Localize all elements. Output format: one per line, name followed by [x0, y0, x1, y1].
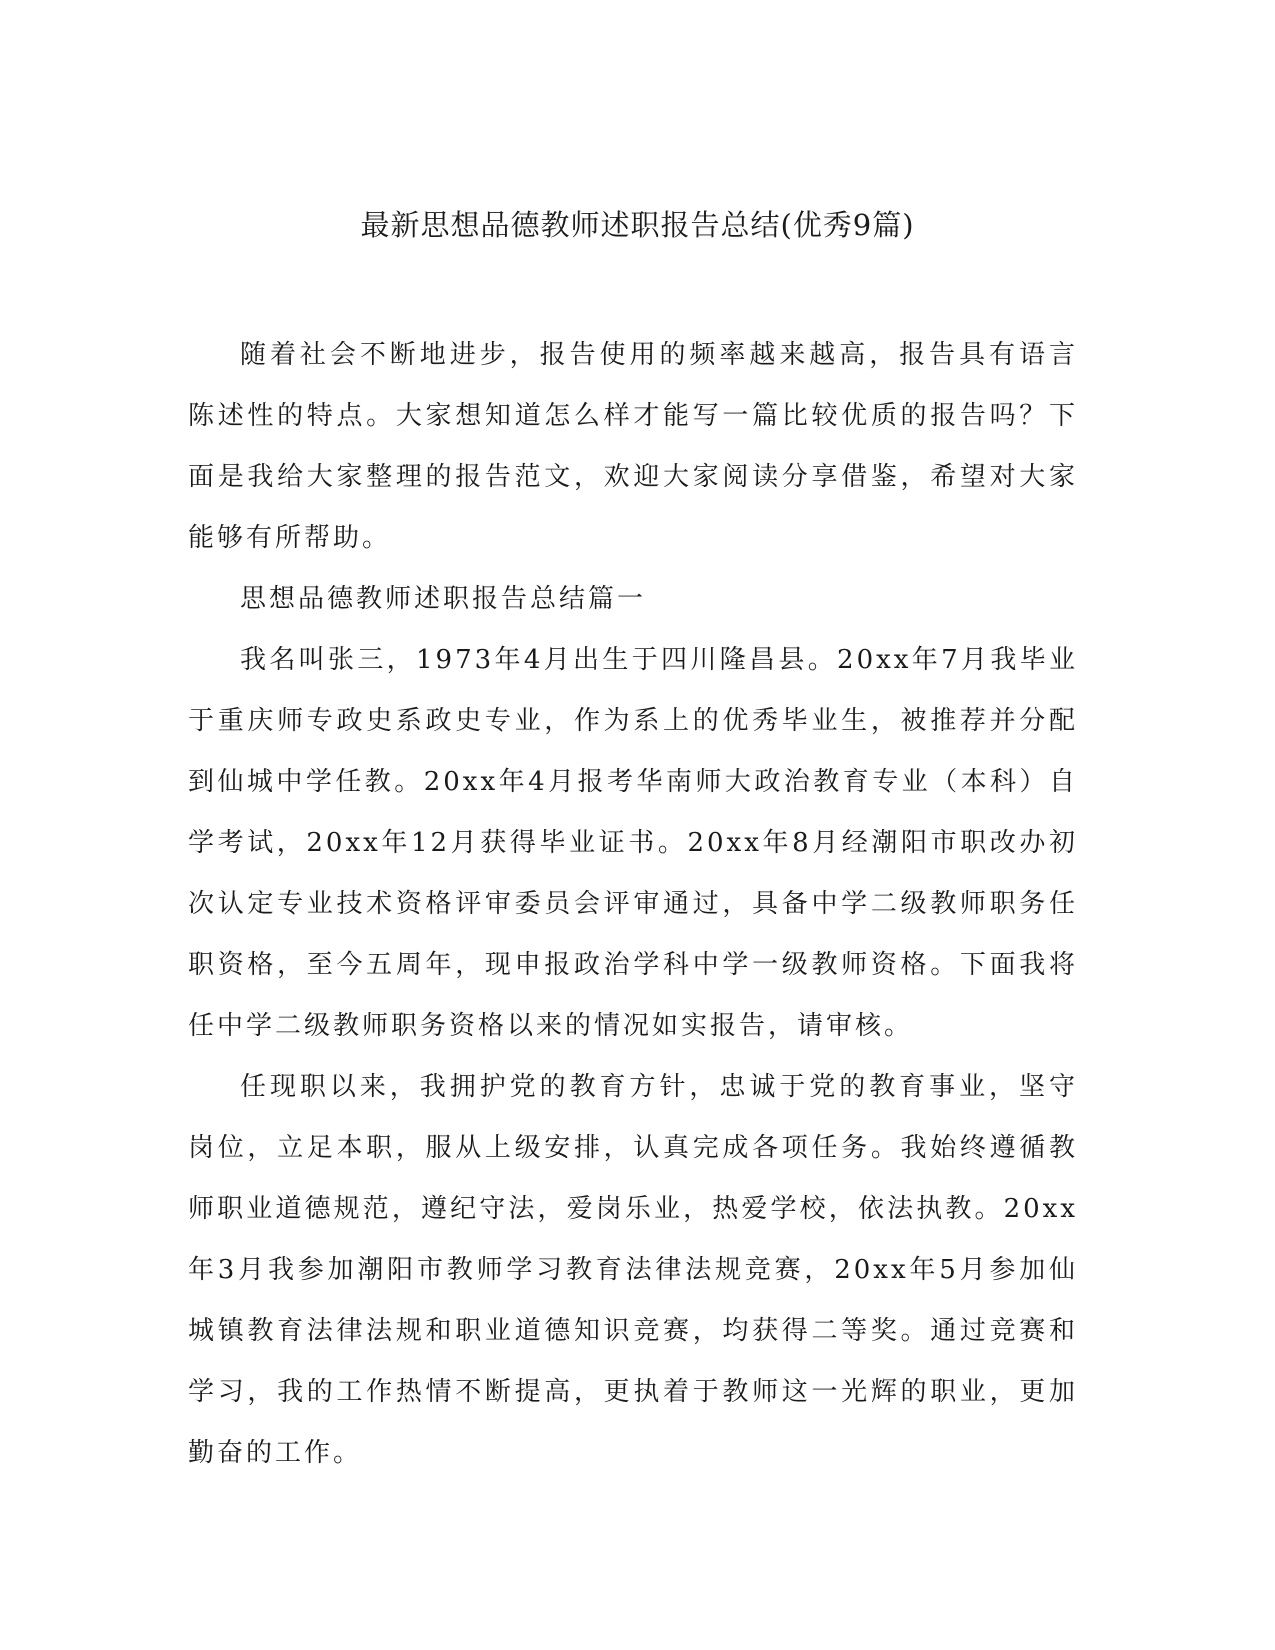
document-body [188, 325, 1078, 1484]
intro-paragraph: 随着社会不断地进步，报告使用的频率越来越高，报告具有语言陈述性的特点。大家想知道怎么样才能写一篇比较优质的报告吗？下面是我给大家整理的报告范文，欢迎大家阅读分享借鉴，希望对大家能够有所帮助。 [188, 340, 1078, 553]
document-title: 最新思想品德教师述职报告总结(优秀9篇) [360, 208, 915, 242]
section-heading: 思想品德教师述职报告总结篇一 [240, 584, 647, 614]
body-paragraph-1: 我名叫张三，1973年4月出生于四川隆昌县。20xx年7月我毕业于重庆师专政史系政史专业，作为系上的优秀毕业生，被推荐并分配到仙城中学任教。20xx年4月报考华南师大政治教育专业（本科）自学考试，20xx年12月获得毕业证书。20xx年8月经潮阳市职改办初次认定专业技术资格评审委员会评审通过，具备中学二级教师职务任职资格，至今五周年，现申报政治学科中学一级教师资格。下面我将任中学二级教师职务资格以来的情况如实报告，请审核。 [188, 645, 1078, 1041]
body-paragraph-2: 任现职以来，我拥护党的教育方针，忠诚于党的教育事业，坚守岗位，立足本职，服从上级安排，认真完成各项任务。我始终遵循教师职业道德规范，遵纪守法，爱岗乐业，热爱学校，依法执教。20xx年3月我参加潮阳市教师学习教育法律法规竞赛，20xx年5月参加仙城镇教育法律法规和职业道德知识竞赛，均获得二等奖。通过竞赛和学习，我的工作热情不断提高，更执着于教师这一光辉的职业，更加勤奋的工作。 [188, 1072, 1078, 1468]
